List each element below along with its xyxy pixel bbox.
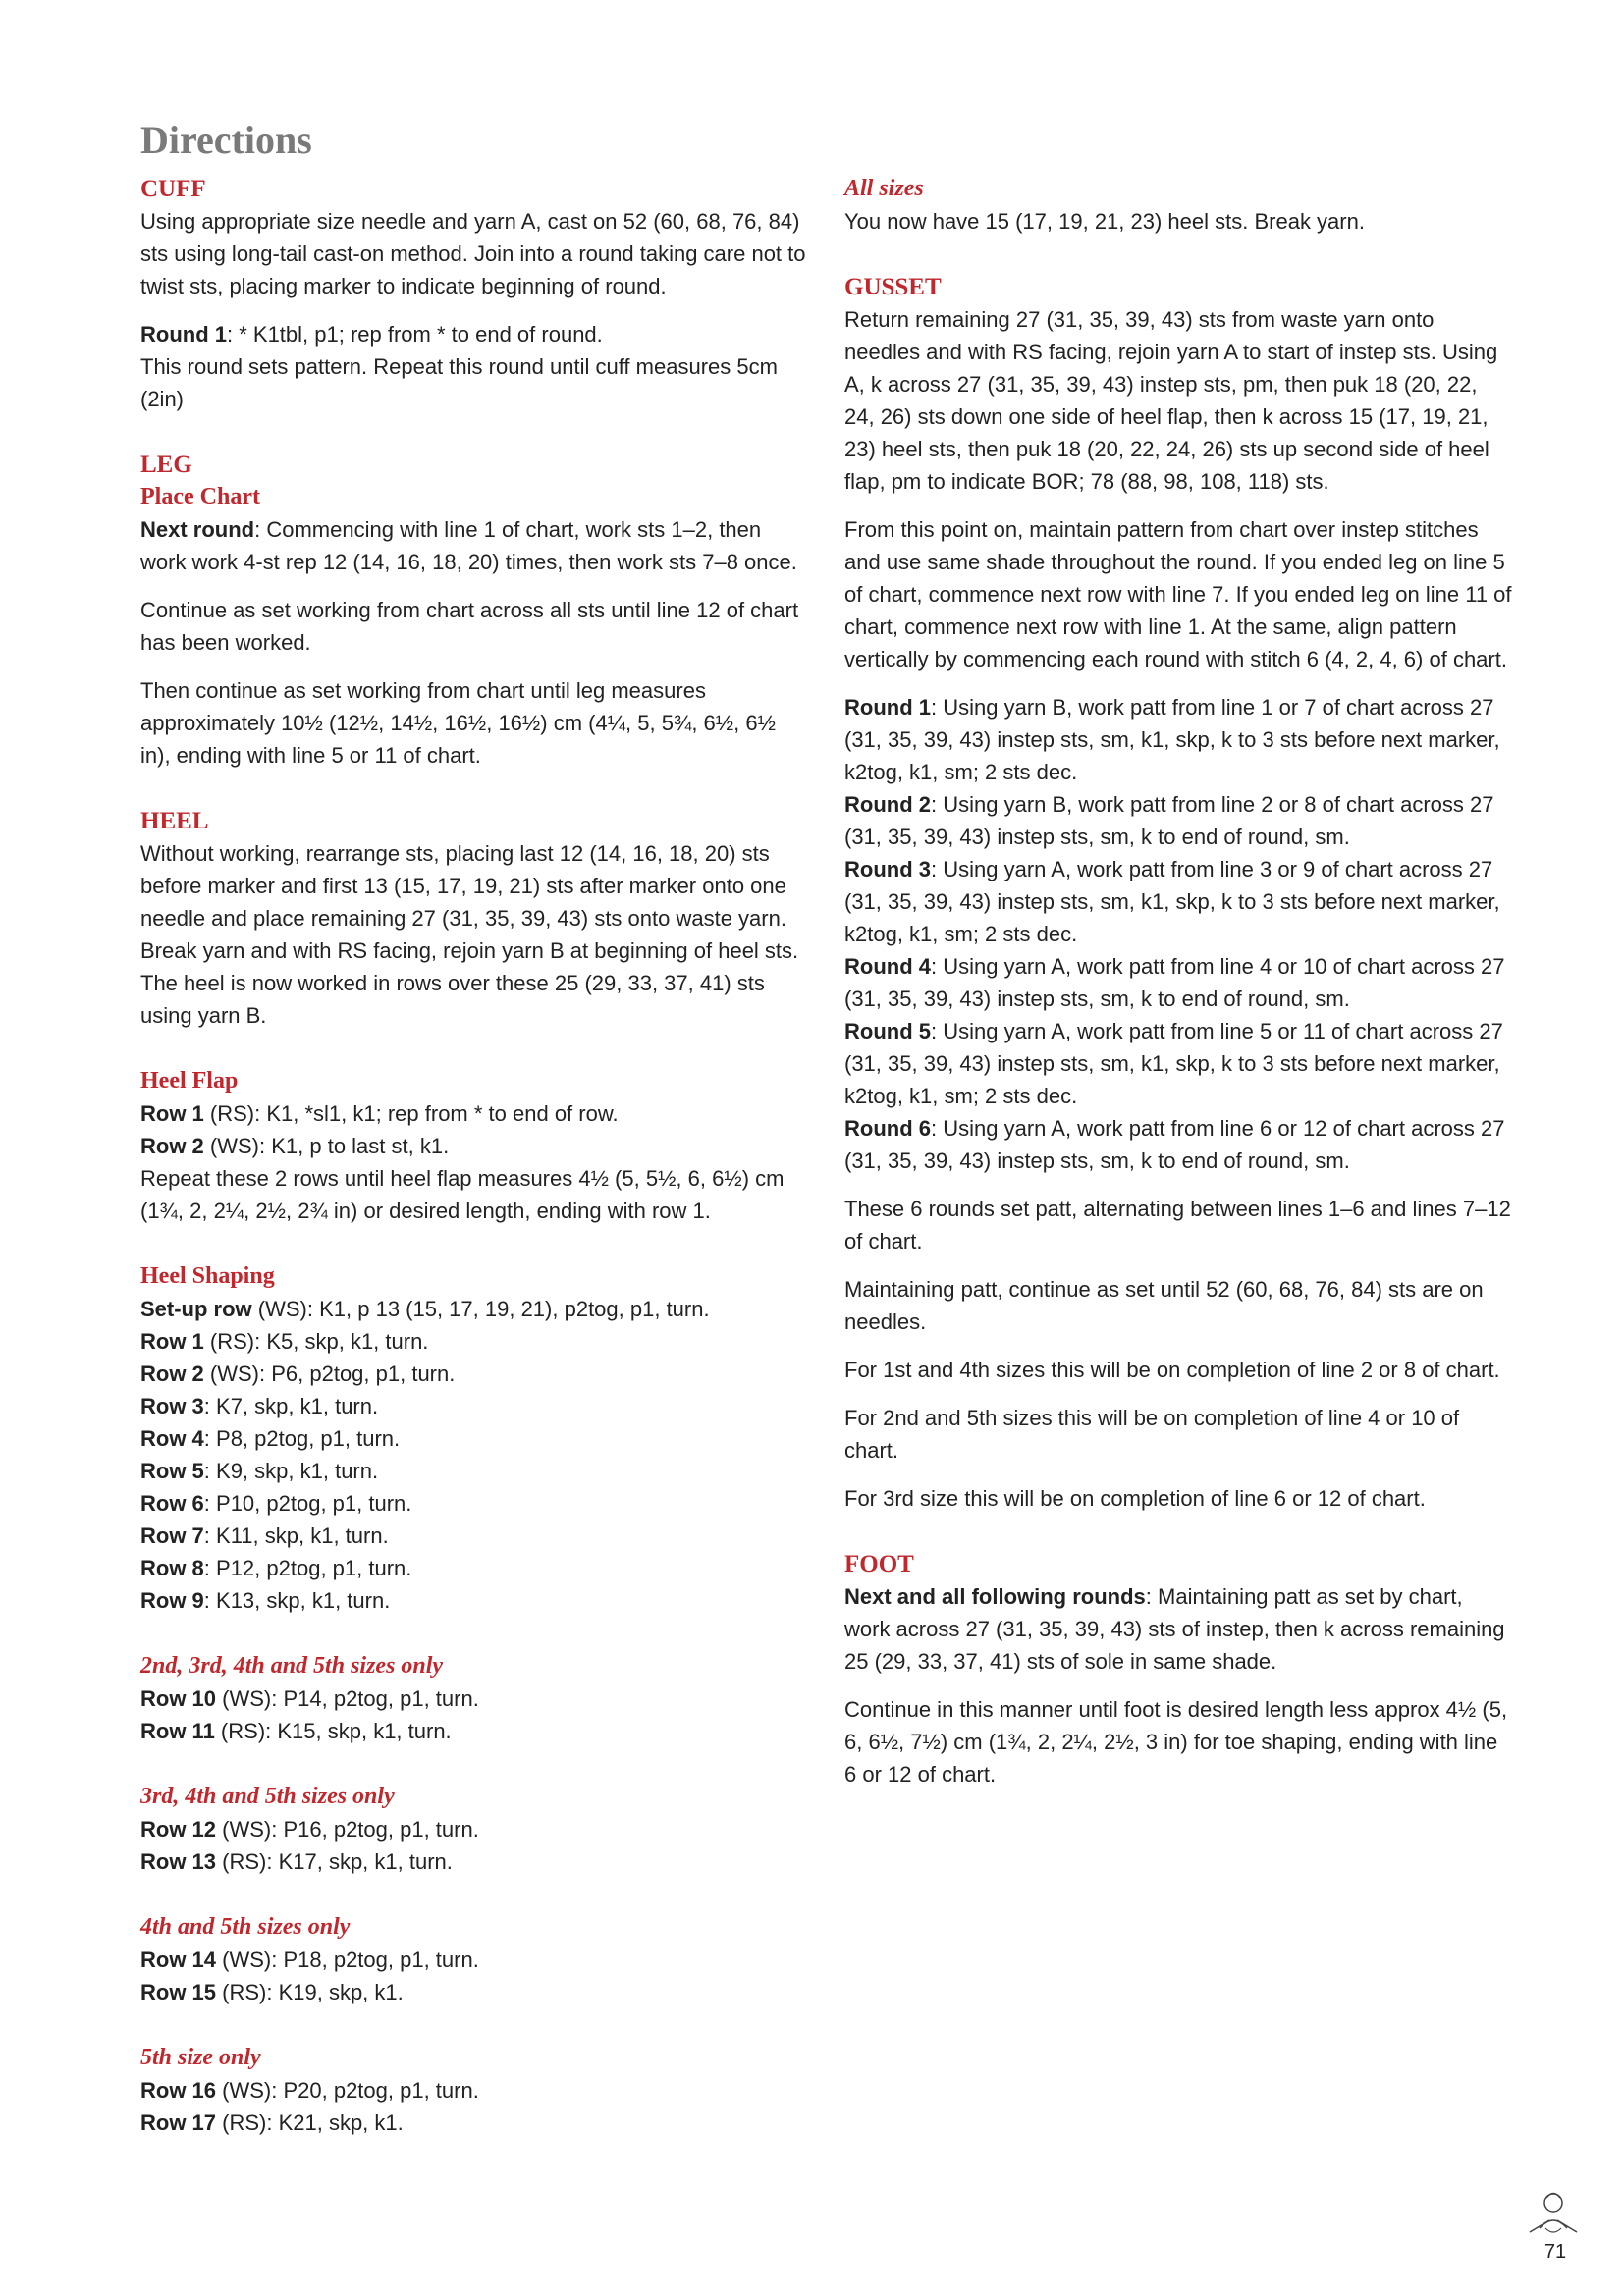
instruction-text: (WS): P16, p2tog, p1, turn.: [216, 1817, 479, 1842]
instruction-label: Set-up row: [140, 1297, 252, 1321]
paragraph: [844, 1193, 1512, 1257]
subsection-heading: Heel Shaping: [140, 1263, 275, 1289]
instruction-line: [140, 1422, 808, 1455]
instruction-label: Row 16: [140, 2078, 217, 2103]
instruction-line: [140, 1097, 808, 1130]
paragraph: [844, 1354, 1512, 1386]
instruction-label: Row 4: [140, 1426, 204, 1451]
instruction-label: Row 2: [140, 1362, 204, 1386]
instruction-text: Return remaining 27 (31, 35, 39, 43) sts from waste yarn onto needles and with RS facing, rejoin yarn A to start of instep sts. Using A, k across 27 (31, 35, 39, 43) instep sts, pm, then puk 18 (20, 22, 24, 26) sts down one side of heel flap, then k across 15 (17, 19, 21, 23) heel sts, then puk 18 (20, 22, 24, 26) sts up second side of heel flap, pm to indicate BOR; 78 (88, 98, 108, 118) sts.: [844, 307, 1498, 494]
instruction-line: [140, 1944, 808, 1976]
section-heading: GUSSET: [844, 274, 942, 300]
instruction-text: (WS): P14, p2tog, p1, turn.: [216, 1686, 479, 1711]
instruction-line: [844, 691, 1512, 788]
instruction-text: : P10, p2tog, p1, turn.: [203, 1491, 412, 1516]
size-heading: 3rd, 4th and 5th sizes only: [140, 1784, 395, 1809]
instruction-label: Row 8: [140, 1556, 204, 1580]
section-heading: HEEL: [140, 808, 209, 834]
instruction-text: : K9, skp, k1, turn.: [203, 1459, 379, 1483]
instruction-text: Using appropriate size needle and yarn A, cast on 52 (60, 68, 76, 84) sts using long-tail cast-on method. Join into a round taking care not to twist sts, placing marker to indicate beginning of round.: [140, 209, 806, 298]
instruction-text: : Using yarn A, work patt from line 6 or 12 of chart across 27 (31, 35, 39, 43) instep sts, sm, k to end of round, sm.: [844, 1116, 1505, 1173]
instruction-line: [140, 1845, 808, 1878]
instruction-line: [140, 1325, 808, 1358]
instruction-line: [844, 950, 1512, 1015]
paragraph: [140, 837, 808, 1032]
instruction-label: Round 6: [844, 1116, 931, 1141]
instruction-line: [140, 1487, 808, 1520]
size-heading: All sizes: [844, 176, 924, 201]
instruction-label: Round 1: [844, 695, 931, 720]
instruction-line: [140, 1682, 808, 1715]
instruction-text: For 1st and 4th sizes this will be on completion of line 2 or 8 of chart.: [844, 1358, 1500, 1382]
instruction-text: Repeat these 2 rows until heel flap measures 4½ (5, 5½, 6, 6½) cm (1¾, 2, 2¼, 2½, 2¾ in) or desired length, ending with row 1.: [140, 1166, 785, 1223]
instruction-text: : Using yarn A, work patt from line 3 or 9 of chart across 27 (31, 35, 39, 43) instep sts, sm, k1, skp, k to 3 sts before next marker, k2tog, k1, sm; 2 sts dec.: [844, 857, 1500, 946]
instruction-text: : Using yarn A, work patt from line 4 or 10 of chart across 27 (31, 35, 39, 43) instep sts, sm, k to end of round, sm.: [844, 954, 1505, 1011]
instruction-line: [140, 1455, 808, 1487]
paragraph: [844, 1402, 1512, 1467]
section-heading: FOOT: [844, 1551, 914, 1577]
instruction-text: Maintaining patt, continue as set until 52 (60, 68, 76, 84) sts are on needles.: [844, 1277, 1484, 1334]
instruction-label: Row 3: [140, 1394, 204, 1418]
instruction-text: : * K1tbl, p1; rep from * to end of round.: [227, 322, 603, 347]
instruction-line: [140, 1358, 808, 1390]
subsection-heading: Place Chart: [140, 484, 260, 509]
instruction-label: Row 9: [140, 1588, 204, 1613]
instruction-text: (WS): K1, p 13 (15, 17, 19, 21), p2tog, p1, turn.: [251, 1297, 710, 1321]
instruction-line: [844, 1015, 1512, 1112]
left-column: [140, 173, 808, 2139]
instruction-label: Row 15: [140, 1980, 217, 2004]
right-column: [844, 173, 1512, 1806]
instruction-label: Row 7: [140, 1523, 204, 1548]
instruction-text: : Commencing with line 1 of chart, work sts 1–2, then work work 4-st rep 12 (14, 16, 18, 20) times, then work sts 7–8 once.: [140, 517, 797, 574]
instruction-line: [140, 2074, 808, 2107]
size-heading: 4th and 5th sizes only: [140, 1914, 351, 1940]
instruction-text: (RS): K19, skp, k1.: [216, 1980, 404, 2004]
instruction-line: [844, 853, 1512, 950]
instruction-text: Then continue as set working from chart until leg measures approximately 10½ (12½, 14½, 16½, 16½) cm (4¼, 5, 5¾, 6½, 6½ in), ending with line 5 or 11 of chart.: [140, 678, 776, 768]
instruction-label: Row 12: [140, 1817, 217, 1842]
instruction-label: Round 4: [844, 954, 931, 979]
instruction-text: For 2nd and 5th sizes this will be on completion of line 4 or 10 of chart.: [844, 1406, 1460, 1463]
instruction-line: [140, 1584, 808, 1617]
instruction-text: (WS): P18, p2tog, p1, turn.: [216, 1948, 479, 1972]
instruction-label: Round 1: [140, 322, 227, 347]
section-heading: LEG: [140, 452, 192, 478]
instruction-line: [140, 1813, 808, 1845]
instruction-text: : K11, skp, k1, turn.: [203, 1523, 389, 1548]
paragraph: [844, 1580, 1512, 1678]
instruction-text: (RS): K1, *sl1, k1; rep from * to end of row.: [203, 1101, 619, 1126]
paragraph: [844, 513, 1512, 675]
instruction-text: Without working, rearrange sts, placing last 12 (14, 16, 18, 20) sts before marker and first 13 (15, 17, 19, 21) sts after marker onto one needle and place remaining 27 (31, 35, 39, 43) sts onto waste yarn. Break yarn and with RS facing, rejoin yarn B at beginning of heel sts. The heel is now worked in rows over these 25 (29, 33, 37, 41) sts using yarn B.: [140, 841, 799, 1028]
instruction-label: Row 1: [140, 1101, 204, 1126]
instruction-text: : P8, p2tog, p1, turn.: [203, 1426, 401, 1451]
instruction-text: Continue as set working from chart across all sts until line 12 of chart has been worked.: [140, 598, 799, 655]
paragraph: [140, 513, 808, 578]
instruction-line: [140, 1520, 808, 1552]
instruction-label: Row 13: [140, 1849, 217, 1874]
instruction-label: Row 14: [140, 1948, 217, 1972]
size-heading: 2nd, 3rd, 4th and 5th sizes only: [140, 1653, 444, 1679]
instruction-label: Row 11: [140, 1719, 215, 1743]
instruction-text: (RS): K5, skp, k1, turn.: [203, 1329, 429, 1354]
instruction-label: Row 5: [140, 1459, 204, 1483]
instruction-line: [844, 788, 1512, 853]
paragraph: [140, 674, 808, 772]
paragraph: [140, 594, 808, 659]
instruction-text: : P12, p2tog, p1, turn.: [203, 1556, 412, 1580]
paragraph: [844, 303, 1512, 498]
instruction-text: You now have 15 (17, 19, 21, 23) heel sts. Break yarn.: [844, 209, 1365, 234]
subsection-heading: Heel Flap: [140, 1068, 239, 1094]
paragraph: [844, 1693, 1512, 1790]
instruction-label: Round 5: [844, 1019, 931, 1043]
paragraph: [844, 1112, 1512, 1177]
paragraph: [844, 1273, 1512, 1338]
paragraph: [844, 1482, 1512, 1515]
paragraph: [140, 205, 808, 302]
instruction-text: (WS): K1, p to last st, k1.: [203, 1134, 450, 1158]
instruction-line: [140, 1976, 808, 2008]
instruction-text: (RS): K15, skp, k1, turn.: [214, 1719, 452, 1743]
instruction-text: From this point on, maintain pattern from chart over instep stitches and use same shade throughout the round. If you ended leg on line 5 of chart, commence next row with line 7. If you ended leg on line 11 of chart, commence next row with line 1. At the same, align pattern vertically by commencing each round with stitch 6 (4, 2, 4, 6) of chart.: [844, 517, 1512, 671]
instruction-text: Continue in this manner until foot is desired length less approx 4½ (5, 6, 6½, 7½) cm (1¾, 2, 2¼, 2½, 3 in) for toe shaping, ending with line 6 or 12 of chart.: [844, 1697, 1508, 1787]
instruction-line: [140, 1715, 808, 1747]
section-heading: CUFF: [140, 176, 206, 202]
page-number: 71: [1543, 2241, 1567, 2263]
instruction-text: : Using yarn B, work patt from line 2 or 8 of chart across 27 (31, 35, 39, 43) instep sts, sm, k to end of round, sm.: [844, 792, 1494, 849]
instruction-line: [140, 318, 808, 350]
instruction-line: [140, 1390, 808, 1422]
instruction-text: These 6 rounds set patt, alternating between lines 1–6 and lines 7–12 of chart.: [844, 1197, 1511, 1254]
instruction-label: Row 17: [140, 2110, 217, 2135]
instruction-label: Row 10: [140, 1686, 217, 1711]
instruction-text: : Using yarn B, work patt from line 1 or 7 of chart across 27 (31, 35, 39, 43) instep sts, sm, k1, skp, k to 3 sts before next marker, k2tog, k1, sm; 2 sts dec.: [844, 695, 1500, 784]
paragraph: [844, 205, 1512, 238]
instruction-text: : K7, skp, k1, turn.: [203, 1394, 379, 1418]
instruction-line: [140, 1293, 808, 1325]
instruction-label: Next round: [140, 517, 255, 542]
instruction-line: [140, 2107, 808, 2139]
instruction-text: (WS): P6, p2tog, p1, turn.: [203, 1362, 456, 1386]
paragraph: [140, 350, 808, 415]
instruction-label: Round 2: [844, 792, 931, 817]
size-heading: 5th size only: [140, 2045, 261, 2070]
page-title: Directions: [140, 118, 312, 162]
instruction-text: : Using yarn A, work patt from line 5 or 11 of chart across 27 (31, 35, 39, 43) instep sts, sm, k1, skp, k to 3 sts before next marker, k2tog, k1, sm; 2 sts dec.: [844, 1019, 1503, 1108]
paragraph: [140, 1162, 808, 1227]
instruction-text: : K13, skp, k1, turn.: [203, 1588, 391, 1613]
instruction-label: Row 1: [140, 1329, 204, 1354]
instruction-label: Row 2: [140, 1134, 204, 1158]
instruction-text: For 3rd size this will be on completion of line 6 or 12 of chart.: [844, 1486, 1426, 1511]
instruction-label: Round 3: [844, 857, 931, 881]
instruction-label: Next and all following rounds: [844, 1584, 1146, 1609]
instruction-text: (RS): K17, skp, k1, turn.: [216, 1849, 453, 1874]
instruction-label: Row 6: [140, 1491, 204, 1516]
knitter-illustration-icon: [1524, 2189, 1583, 2244]
instruction-line: [140, 1130, 808, 1162]
instruction-line: [140, 1552, 808, 1584]
instruction-text: : Maintaining patt as set by chart, work across 27 (31, 35, 39, 43) sts of instep, then k across remaining 25 (29, 33, 37, 41) sts of sole in same shade.: [844, 1584, 1505, 1674]
instruction-text: (WS): P20, p2tog, p1, turn.: [216, 2078, 479, 2103]
instruction-text: This round sets pattern. Repeat this round until cuff measures 5cm (2in): [140, 354, 778, 411]
instruction-text: (RS): K21, skp, k1.: [216, 2110, 404, 2135]
